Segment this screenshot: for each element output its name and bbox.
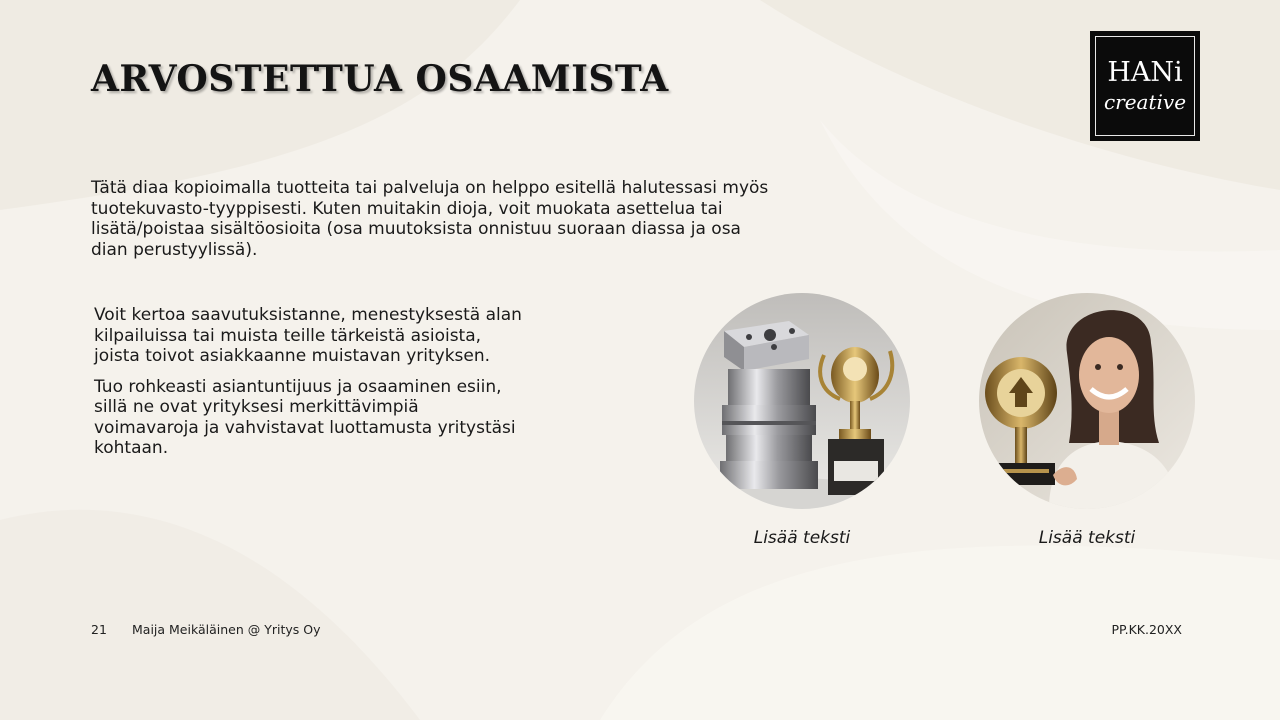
intro-paragraph: Tätä diaa kopioimalla tuotteita tai palveluja on helppo esitellä halutessasi myös tuotekuvasto-tyyppisesti. Kuten muitakin dioja, voit muokata asettelua tai lisätä/poistaa sisältöosioita (osa muutoksista onnistuu suoraan diassa ja osa dian perustyylissä).	[91, 178, 769, 260]
woman-with-award-image	[979, 293, 1195, 509]
logo-main-text: HANi	[1107, 56, 1183, 88]
footer-date: PP.KK.20XX	[1111, 622, 1182, 637]
image-caption[interactable]: Lisää teksti	[1038, 528, 1136, 548]
logo-sub-text: creative	[1103, 89, 1187, 114]
logo-frame	[1095, 36, 1195, 136]
body-paragraph: Tuo rohkeasti asiantuntijuus ja osaaminen esiin, sillä ne ovat yrityksesi merkittävimpiä voimavaroja ja vahvistavat luottamusta yritystäsi kohtaan.	[94, 376, 516, 458]
slide-title: ARVOSTETTUA OSAAMISTA	[91, 58, 669, 100]
image-caption[interactable]: Lisää teksti	[753, 528, 851, 548]
hani-creative-logo	[1090, 31, 1200, 141]
body-text	[94, 305, 524, 469]
footer-author: Maija Meikäläinen @ Yritys Oy	[132, 622, 321, 637]
metal-part-and-trophy-image	[694, 293, 910, 509]
body-paragraph: Voit kertoa saavutuksistanne, menestyksestä alan kilpailuissa tai muista teille tärkeistä asioista, joista toivot asiakkaanne muistavan yrityksen.	[94, 305, 522, 366]
page-number: 21	[91, 622, 107, 637]
